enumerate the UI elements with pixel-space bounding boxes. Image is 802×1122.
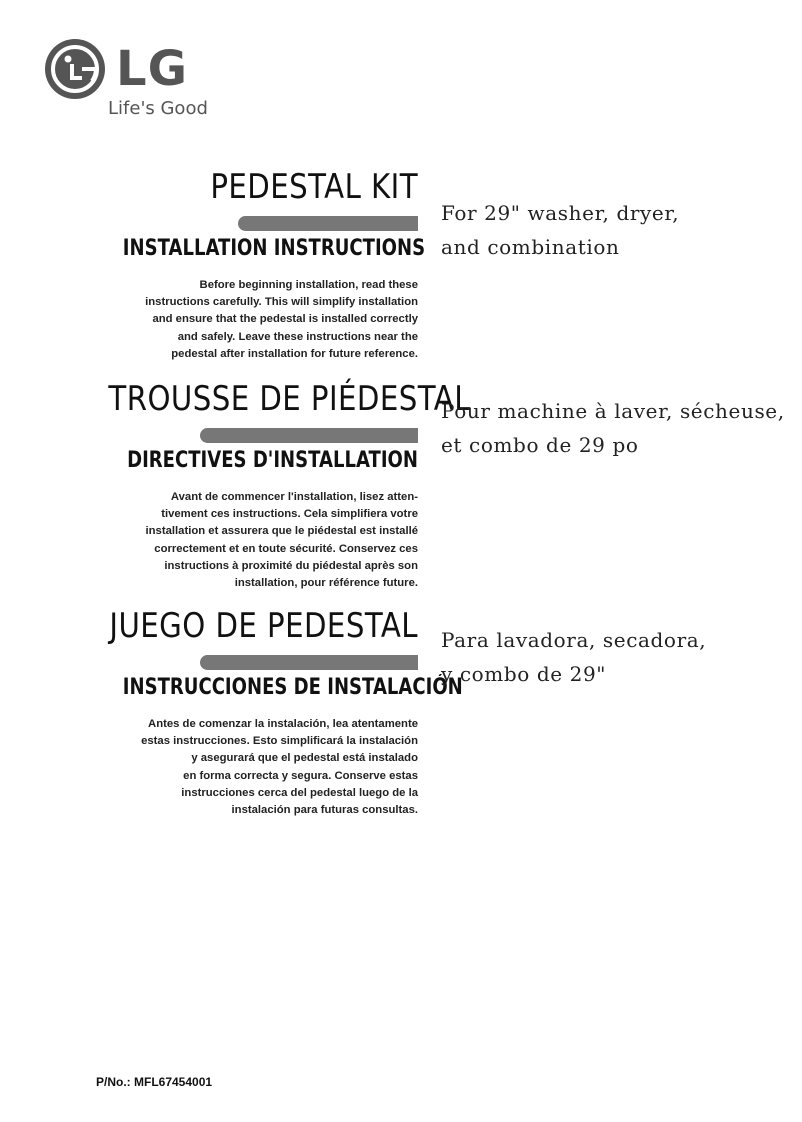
section-title: TROUSSE DE PIÉDESTAL (108, 379, 471, 419)
brand-name: LG (116, 41, 188, 97)
section-body: Before beginning installation, read these instructions carefully. This will simplify installation and ensure that the pedestal is installed correctly and safely. Leave these instructions near the pedestal after installation for future reference. (145, 279, 418, 360)
section-body: Avant de commencer l'installation, lisez atten- tivement ces instructions. Cela simplifiera votre installation et assurera que le piédestal est installé correctement et en toute sécurité. Conservez ces instructions à proximité du piédestal après son installation, pour référence future. (145, 491, 418, 590)
title-underline-bar (238, 216, 418, 231)
title-underline-bar (200, 428, 418, 443)
section-body: Antes de comenzar la instalación, lea atentamente estas instrucciones. Esto simplificará la instalación y asegurará que el pedestal está instalado en forma correcta y segura. Conserve estas instrucciones cerca del pedestal luego de la instalación para futuras consultas. (141, 718, 418, 817)
section-title: JUEGO DE PEDESTAL (109, 606, 419, 646)
part-number: P/No.: MFL67454001 (96, 1075, 213, 1089)
section-side-note: For 29" washer, dryer, and combination (441, 201, 680, 259)
section-side-note: Pour machine à laver, sécheuse, et combo de 29 po (441, 399, 785, 457)
section-title: PEDESTAL KIT (210, 167, 418, 207)
section-subtitle: INSTRUCCIONES DE INSTALACIÓN (122, 675, 463, 700)
section-subtitle: INSTALLATION INSTRUCTIONS (122, 236, 426, 261)
section-side-note: Para lavadora, secadora, y combo de 29" (441, 628, 707, 686)
brand-tagline: Life's Good (108, 98, 208, 119)
brand-logo (44, 38, 244, 128)
lg-logo-icon (44, 38, 106, 100)
title-underline-bar (200, 655, 418, 670)
section-subtitle: DIRECTIVES D'INSTALLATION (127, 448, 419, 473)
